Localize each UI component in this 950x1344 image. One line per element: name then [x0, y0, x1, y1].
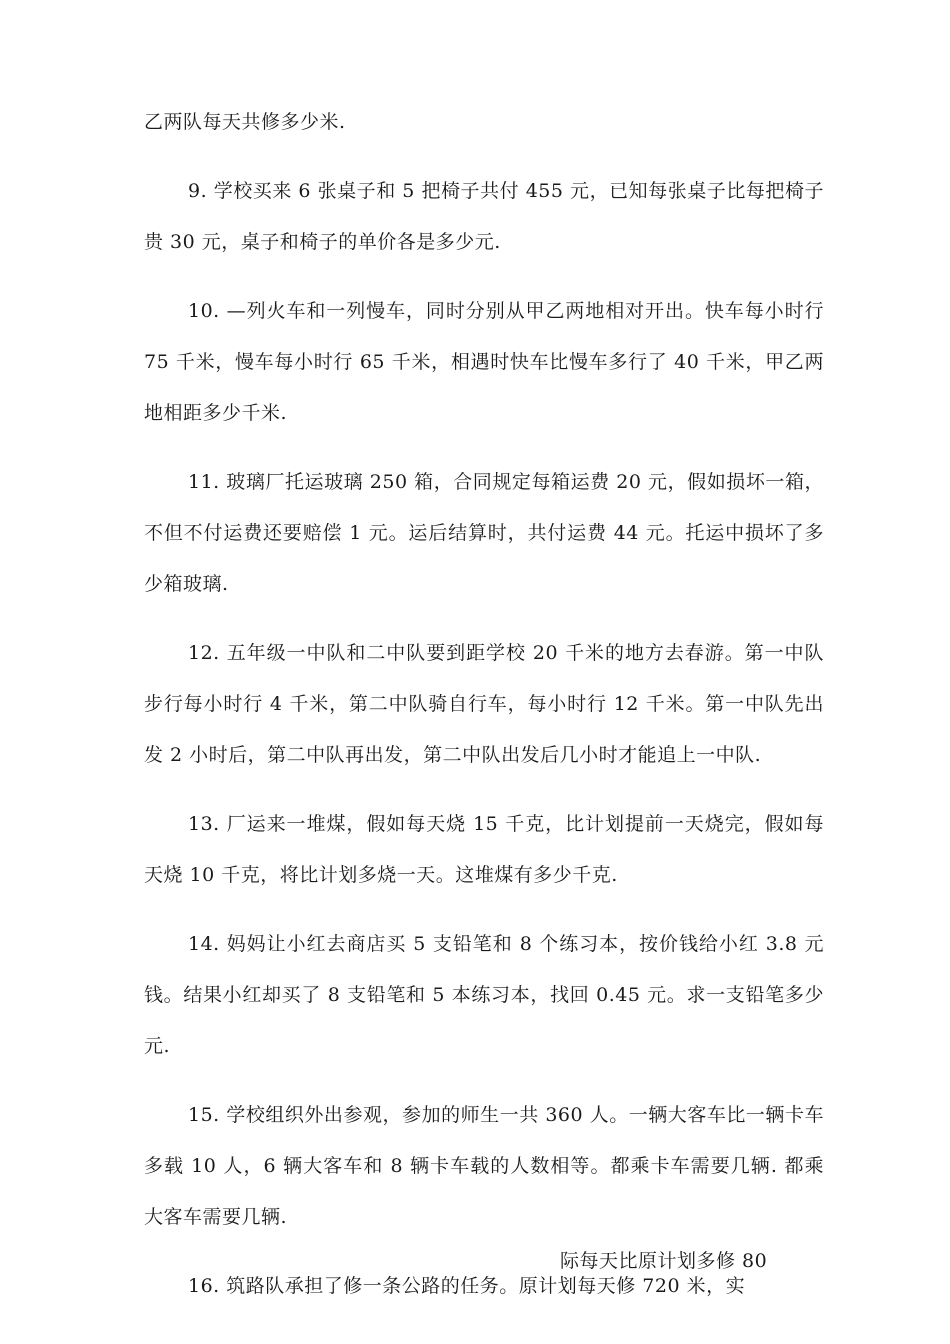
- continuation-text: 乙两队每天共修多少米.: [144, 111, 346, 133]
- problem-15: 15. 学校组织外出参观，参加的师生一共 360 人。一辆大客车比一辆卡车多载 10 人，6 辆大客车和 8 辆卡车载的人数相等。都乘卡车需要几辆. 都乘大客车需要几辆.: [144, 1104, 824, 1228]
- problem-11: 11. 玻璃厂托运玻璃 250 箱，合同规定每箱运费 20 元，假如损坏一箱，不但不付运费还要赔偿 1 元。运后结算时，共付运费 44 元。托运中损坏了多少箱玻璃.: [144, 471, 824, 595]
- problem-16: 16. 筑路队承担了修一条公路的任务。原计划每天修 720 米，实: [188, 1275, 746, 1297]
- problem-13: 13. 厂运来一堆煤，假如每天烧 15 千克，比计划提前一天烧完，假如每天烧 10 千克，将比计划多烧一天。这堆煤有多少千克.: [144, 813, 824, 886]
- problem-12: 12. 五年级一中队和二中队要到距学校 20 千米的地方去春游。第一中队步行每小时行 4 千米，第二中队骑自行车，每小时行 12 千米。第一中队先出发 2 小时后，第二中队再出发，第二中队出发后几小时才能追上一中队.: [144, 642, 824, 766]
- problem-9: 9. 学校买来 6 张桌子和 5 把椅子共付 455 元，已知每张桌子比每把椅子贵 30 元，桌子和椅子的单价各是多少元.: [144, 180, 824, 253]
- problem-list: [144, 97, 824, 1312]
- page-footer-fragment: 际每天比原计划多修 80: [560, 1250, 768, 1272]
- problem-10: 10. —列火车和一列慢车，同时分别从甲乙两地相对开出。快车每小时行 75 千米，慢车每小时行 65 千米，相遇时快车比慢车多行了 40 千米，甲乙两地相距多少千米.: [144, 300, 824, 424]
- problem-14: 14. 妈妈让小红去商店买 5 支铅笔和 8 个练习本，按价钱给小红 3.8 元钱。结果小红却买了 8 支铅笔和 5 本练习本，找回 0.45 元。求一支铅笔多少元.: [144, 933, 824, 1057]
